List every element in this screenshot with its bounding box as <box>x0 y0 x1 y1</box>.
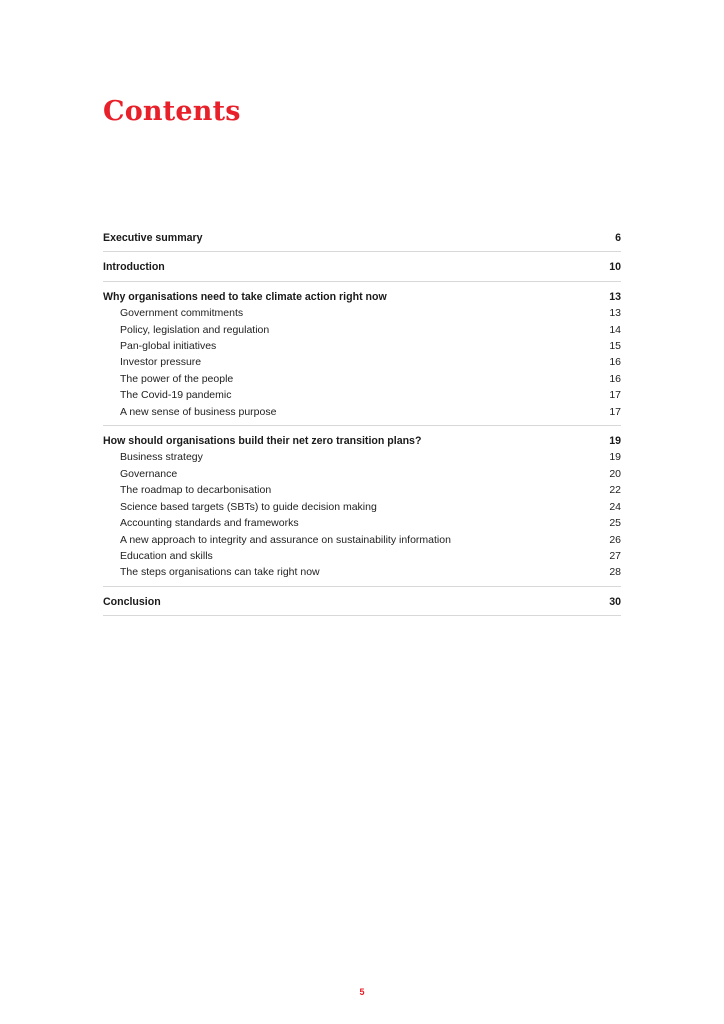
toc-subentry-page: 28 <box>609 566 621 579</box>
toc-entry-title: How should organisations build their net zero transition plans? <box>103 435 422 448</box>
toc-entry[interactable] <box>103 230 621 246</box>
toc-subentry-page: 26 <box>609 533 621 546</box>
toc-subentry-title: Education and skills <box>120 549 213 562</box>
toc-entry-page: 6 <box>615 232 621 244</box>
toc-subentry-page: 17 <box>609 389 621 402</box>
toc-section <box>103 259 621 281</box>
toc-subentry[interactable] <box>103 466 621 482</box>
toc-subentry-page: 14 <box>609 323 621 336</box>
toc-subentry[interactable] <box>103 371 621 387</box>
toc-subentry-page: 15 <box>609 340 621 353</box>
table-of-contents <box>103 230 621 623</box>
toc-subentry-page: 19 <box>609 451 621 464</box>
toc-subentry-title: The steps organisations can take right now <box>120 566 320 579</box>
toc-subentry[interactable] <box>103 482 621 498</box>
toc-section <box>103 594 621 616</box>
toc-subentry-title: Investor pressure <box>120 356 202 369</box>
toc-entry[interactable] <box>103 433 621 449</box>
toc-subentry-title: A new approach to integrity and assurance on sustainability information <box>120 533 451 546</box>
toc-subentry[interactable] <box>103 354 621 370</box>
toc-subentry[interactable] <box>103 449 621 465</box>
toc-subentry-page: 20 <box>609 467 621 480</box>
toc-subentry[interactable] <box>103 515 621 531</box>
toc-subentry-page: 25 <box>609 517 621 530</box>
toc-subentry[interactable] <box>103 532 621 548</box>
toc-subentry-title: The roadmap to decarbonisation <box>120 484 272 497</box>
toc-subentry-title: A new sense of business purpose <box>120 405 277 418</box>
toc-subentry-page: 16 <box>609 356 621 369</box>
toc-subentry-title: The power of the people <box>120 372 234 385</box>
toc-subentry[interactable] <box>103 548 621 564</box>
toc-subentry-page: 17 <box>609 405 621 418</box>
toc-subentry[interactable] <box>103 305 621 321</box>
toc-subentry-title: Science based targets (SBTs) to guide decision making <box>120 500 377 513</box>
page-title: Contents <box>103 96 241 127</box>
toc-section <box>103 433 621 587</box>
toc-subentry[interactable] <box>103 499 621 515</box>
toc-entry[interactable] <box>103 289 621 305</box>
toc-entry-title: Executive summary <box>103 232 203 244</box>
toc-entry-page: 30 <box>609 595 621 608</box>
toc-entry-page: 19 <box>609 435 621 448</box>
toc-subentry[interactable] <box>103 387 621 403</box>
page-number: 5 <box>359 987 365 997</box>
toc-entry-title: Introduction <box>103 261 165 274</box>
toc-subentry[interactable] <box>103 322 621 338</box>
toc-subentry-title: Pan-global initiatives <box>120 340 217 353</box>
toc-subentry-title: Policy, legislation and regulation <box>120 323 270 336</box>
toc-entry[interactable] <box>103 259 621 275</box>
toc-subentry-title: Government commitments <box>120 307 244 320</box>
toc-subentry-page: 22 <box>609 484 621 497</box>
toc-subentry-title: Accounting standards and frameworks <box>120 517 299 530</box>
toc-section <box>103 230 621 252</box>
toc-entry[interactable] <box>103 594 621 610</box>
toc-subentry-title: Governance <box>120 467 178 480</box>
toc-entry-title: Conclusion <box>103 595 161 608</box>
toc-subentry-page: 24 <box>609 500 621 513</box>
toc-subentry-page: 27 <box>609 549 621 562</box>
toc-subentry[interactable] <box>103 564 621 580</box>
toc-subentry-page: 13 <box>609 307 621 320</box>
toc-subentry-title: The Covid-19 pandemic <box>120 389 232 402</box>
toc-subentry[interactable] <box>103 404 621 420</box>
toc-subentry-title: Business strategy <box>120 451 203 464</box>
toc-entry-page: 10 <box>609 261 621 274</box>
toc-subentry-page: 16 <box>609 372 621 385</box>
toc-subentry[interactable] <box>103 338 621 354</box>
toc-entry-title: Why organisations need to take climate action right now <box>103 290 387 303</box>
toc-entry-page: 13 <box>609 290 621 303</box>
toc-section <box>103 289 621 426</box>
